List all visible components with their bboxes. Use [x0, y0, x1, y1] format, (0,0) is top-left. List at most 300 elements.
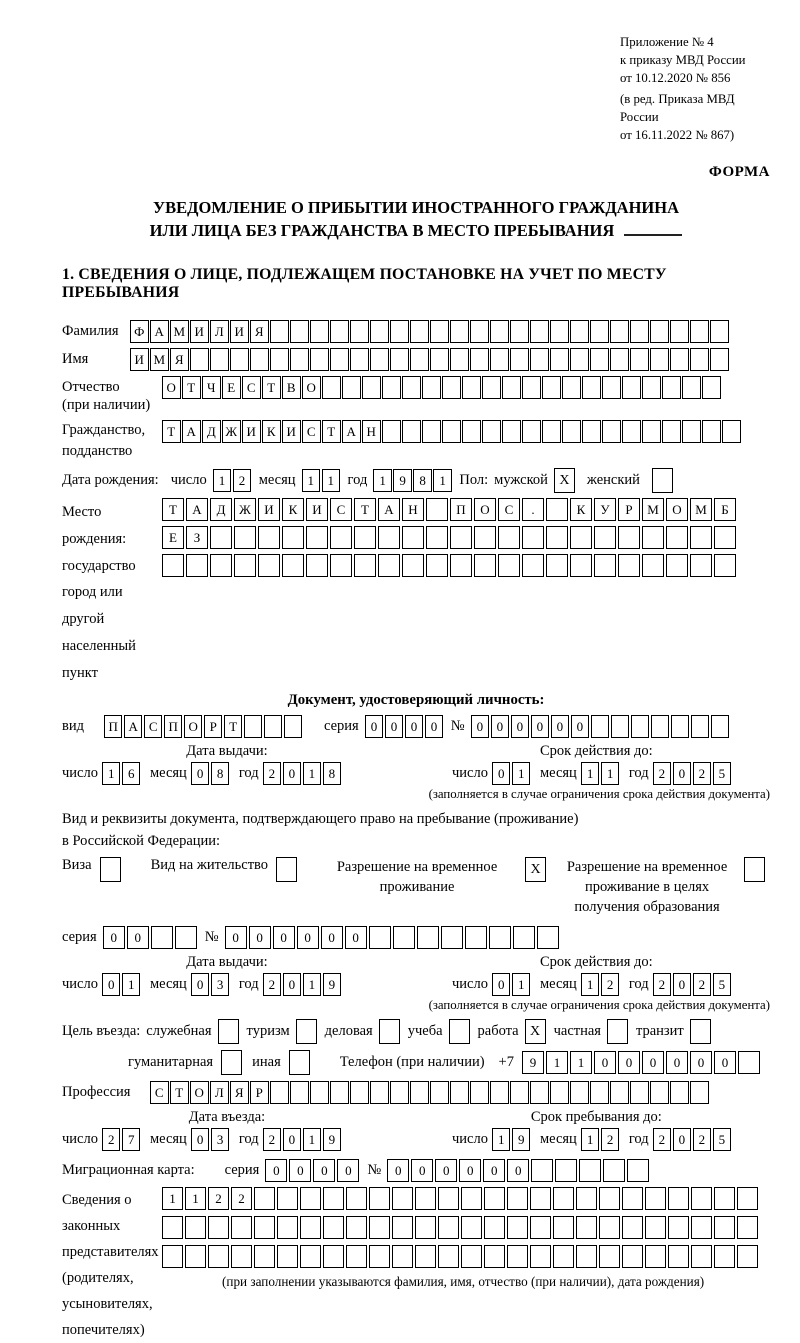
char-box[interactable] — [210, 554, 232, 577]
char-box[interactable] — [450, 320, 469, 343]
char-box[interactable]: А — [342, 420, 361, 443]
char-box[interactable]: 0 — [471, 715, 490, 738]
char-box[interactable]: 0 — [405, 715, 424, 738]
char-box[interactable] — [402, 376, 421, 399]
char-box[interactable] — [306, 526, 328, 549]
char-box[interactable] — [465, 926, 487, 949]
char-box[interactable]: 2 — [653, 1128, 672, 1151]
char-box[interactable]: 0 — [283, 1128, 302, 1151]
char-box[interactable]: 1 — [162, 1187, 183, 1210]
char-box[interactable] — [342, 376, 361, 399]
char-box[interactable] — [474, 554, 496, 577]
char-box[interactable] — [691, 1216, 712, 1239]
char-box[interactable] — [662, 420, 681, 443]
char-box[interactable] — [682, 420, 701, 443]
char-box[interactable]: 2 — [102, 1128, 121, 1151]
char-box[interactable]: 3 — [211, 973, 230, 996]
char-box[interactable] — [185, 1216, 206, 1239]
char-box[interactable]: 1 — [102, 762, 121, 785]
char-box[interactable] — [631, 715, 650, 738]
char-box[interactable] — [668, 1245, 689, 1268]
char-box[interactable] — [610, 348, 629, 371]
char-box[interactable]: 1 — [601, 762, 620, 785]
char-box[interactable]: 2 — [231, 1187, 252, 1210]
char-box[interactable] — [594, 526, 616, 549]
char-box[interactable] — [610, 320, 629, 343]
char-box[interactable] — [510, 1081, 529, 1104]
char-box[interactable] — [461, 1187, 482, 1210]
char-box[interactable] — [582, 376, 601, 399]
char-box[interactable] — [390, 320, 409, 343]
char-box[interactable]: 0 — [411, 1159, 433, 1182]
char-box[interactable]: 0 — [690, 1051, 712, 1074]
char-box[interactable] — [714, 554, 736, 577]
char-box[interactable] — [622, 1216, 643, 1239]
char-box[interactable] — [415, 1216, 436, 1239]
char-box[interactable]: С — [302, 420, 321, 443]
char-box[interactable] — [350, 348, 369, 371]
char-box[interactable]: А — [186, 498, 208, 521]
char-box[interactable]: А — [124, 715, 143, 738]
char-box[interactable] — [670, 348, 689, 371]
char-box[interactable]: С — [144, 715, 163, 738]
char-box[interactable] — [369, 1216, 390, 1239]
char-box[interactable] — [330, 320, 349, 343]
char-box[interactable] — [510, 320, 529, 343]
char-box[interactable]: 2 — [263, 762, 282, 785]
char-box[interactable] — [490, 348, 509, 371]
char-box[interactable]: Е — [162, 526, 184, 549]
char-box[interactable]: 8 — [413, 469, 432, 492]
purpose-official-checkbox[interactable] — [218, 1019, 239, 1044]
char-box[interactable] — [498, 526, 520, 549]
char-box[interactable] — [484, 1187, 505, 1210]
char-box[interactable] — [482, 420, 501, 443]
purpose-tourism-checkbox[interactable] — [296, 1019, 317, 1044]
char-box[interactable] — [642, 376, 661, 399]
char-box[interactable]: 0 — [666, 1051, 688, 1074]
char-box[interactable] — [474, 526, 496, 549]
char-box[interactable] — [522, 526, 544, 549]
char-box[interactable] — [392, 1216, 413, 1239]
char-box[interactable]: 2 — [233, 469, 252, 492]
char-box[interactable]: 1 — [322, 469, 341, 492]
char-box[interactable]: 2 — [653, 973, 672, 996]
char-box[interactable] — [284, 715, 303, 738]
char-box[interactable] — [422, 420, 441, 443]
char-box[interactable] — [611, 715, 630, 738]
char-box[interactable] — [450, 348, 469, 371]
char-box[interactable]: Я — [170, 348, 189, 371]
char-box[interactable] — [277, 1187, 298, 1210]
char-box[interactable]: 0 — [673, 1128, 692, 1151]
char-box[interactable]: 0 — [618, 1051, 640, 1074]
char-box[interactable] — [270, 320, 289, 343]
char-box[interactable] — [290, 320, 309, 343]
char-box[interactable]: 9 — [323, 1128, 342, 1151]
char-box[interactable]: Т — [262, 376, 281, 399]
char-box[interactable]: 9 — [393, 469, 412, 492]
char-box[interactable]: 0 — [511, 715, 530, 738]
char-box[interactable]: И — [258, 498, 280, 521]
char-box[interactable] — [382, 420, 401, 443]
char-box[interactable]: 1 — [303, 762, 322, 785]
char-box[interactable]: 0 — [127, 926, 149, 949]
char-box[interactable] — [570, 348, 589, 371]
char-box[interactable] — [346, 1245, 367, 1268]
char-box[interactable] — [415, 1187, 436, 1210]
char-box[interactable] — [489, 926, 511, 949]
char-box[interactable] — [710, 320, 729, 343]
char-box[interactable]: 0 — [191, 1128, 210, 1151]
char-box[interactable] — [550, 320, 569, 343]
char-box[interactable] — [576, 1245, 597, 1268]
char-box[interactable] — [300, 1245, 321, 1268]
char-box[interactable] — [590, 348, 609, 371]
char-box[interactable] — [402, 526, 424, 549]
char-box[interactable]: 0 — [289, 1159, 311, 1182]
char-box[interactable] — [510, 348, 529, 371]
char-box[interactable]: 0 — [103, 926, 125, 949]
char-box[interactable]: 7 — [122, 1128, 141, 1151]
char-box[interactable]: 0 — [337, 1159, 359, 1182]
char-box[interactable] — [354, 554, 376, 577]
char-box[interactable] — [450, 554, 472, 577]
char-box[interactable]: К — [282, 498, 304, 521]
char-box[interactable]: П — [164, 715, 183, 738]
char-box[interactable]: 2 — [601, 1128, 620, 1151]
char-box[interactable]: Б — [714, 498, 736, 521]
purpose-transit-checkbox[interactable] — [690, 1019, 711, 1044]
char-box[interactable]: 1 — [303, 1128, 322, 1151]
char-box[interactable] — [555, 1159, 577, 1182]
char-box[interactable]: С — [498, 498, 520, 521]
char-box[interactable]: 0 — [345, 926, 367, 949]
char-box[interactable]: О — [184, 715, 203, 738]
char-box[interactable] — [591, 715, 610, 738]
char-box[interactable]: Т — [182, 376, 201, 399]
char-box[interactable] — [410, 320, 429, 343]
char-box[interactable] — [691, 715, 710, 738]
char-box[interactable]: 5 — [713, 1128, 732, 1151]
char-box[interactable] — [599, 1245, 620, 1268]
residence-permit-checkbox[interactable] — [276, 857, 297, 882]
char-box[interactable]: С — [242, 376, 261, 399]
char-box[interactable]: 1 — [581, 762, 600, 785]
char-box[interactable] — [490, 1081, 509, 1104]
char-box[interactable] — [162, 1216, 183, 1239]
char-box[interactable] — [546, 498, 568, 521]
char-box[interactable] — [462, 376, 481, 399]
char-box[interactable] — [666, 554, 688, 577]
char-box[interactable] — [461, 1245, 482, 1268]
char-box[interactable]: 0 — [283, 762, 302, 785]
char-box[interactable] — [537, 926, 559, 949]
char-box[interactable] — [546, 526, 568, 549]
char-box[interactable] — [415, 1245, 436, 1268]
char-box[interactable]: М — [170, 320, 189, 343]
char-box[interactable]: 2 — [263, 973, 282, 996]
char-box[interactable] — [382, 376, 401, 399]
temp-residence-checkbox[interactable]: X — [525, 857, 546, 882]
char-box[interactable] — [650, 348, 669, 371]
char-box[interactable]: Я — [250, 320, 269, 343]
char-box[interactable]: 0 — [102, 973, 121, 996]
char-box[interactable] — [231, 1245, 252, 1268]
char-box[interactable] — [590, 1081, 609, 1104]
char-box[interactable] — [378, 554, 400, 577]
char-box[interactable] — [330, 1081, 349, 1104]
char-box[interactable] — [599, 1187, 620, 1210]
char-box[interactable] — [507, 1216, 528, 1239]
char-box[interactable] — [737, 1245, 758, 1268]
char-box[interactable] — [438, 1216, 459, 1239]
char-box[interactable]: 2 — [601, 973, 620, 996]
char-box[interactable] — [662, 376, 681, 399]
char-box[interactable] — [350, 1081, 369, 1104]
char-box[interactable] — [402, 554, 424, 577]
char-box[interactable] — [550, 1081, 569, 1104]
char-box[interactable] — [484, 1245, 505, 1268]
char-box[interactable] — [645, 1216, 666, 1239]
char-box[interactable]: 0 — [385, 715, 404, 738]
char-box[interactable] — [350, 320, 369, 343]
char-box[interactable] — [310, 320, 329, 343]
char-box[interactable]: 9 — [323, 973, 342, 996]
char-box[interactable]: 1 — [570, 1051, 592, 1074]
char-box[interactable] — [530, 1187, 551, 1210]
char-box[interactable] — [254, 1187, 275, 1210]
char-box[interactable]: О — [162, 376, 181, 399]
char-box[interactable] — [300, 1187, 321, 1210]
char-box[interactable] — [714, 526, 736, 549]
char-box[interactable] — [690, 1081, 709, 1104]
char-box[interactable] — [438, 1245, 459, 1268]
char-box[interactable] — [546, 554, 568, 577]
char-box[interactable]: 8 — [211, 762, 230, 785]
char-box[interactable]: О — [190, 1081, 209, 1104]
char-box[interactable] — [330, 554, 352, 577]
char-box[interactable] — [642, 420, 661, 443]
char-box[interactable] — [714, 1245, 735, 1268]
char-box[interactable]: . — [522, 498, 544, 521]
char-box[interactable] — [250, 348, 269, 371]
char-box[interactable]: И — [190, 320, 209, 343]
char-box[interactable]: К — [262, 420, 281, 443]
char-box[interactable]: 1 — [373, 469, 392, 492]
char-box[interactable]: З — [186, 526, 208, 549]
char-box[interactable]: 1 — [581, 1128, 600, 1151]
char-box[interactable] — [230, 348, 249, 371]
char-box[interactable]: И — [130, 348, 149, 371]
char-box[interactable]: Д — [202, 420, 221, 443]
char-box[interactable]: 0 — [483, 1159, 505, 1182]
char-box[interactable] — [306, 554, 328, 577]
char-box[interactable]: 3 — [211, 1128, 230, 1151]
char-box[interactable]: 1 — [433, 469, 452, 492]
char-box[interactable] — [711, 715, 730, 738]
char-box[interactable] — [370, 348, 389, 371]
char-box[interactable] — [442, 376, 461, 399]
char-box[interactable]: 5 — [713, 973, 732, 996]
char-box[interactable] — [234, 554, 256, 577]
char-box[interactable] — [530, 1245, 551, 1268]
char-box[interactable] — [231, 1216, 252, 1239]
char-box[interactable] — [690, 554, 712, 577]
char-box[interactable]: 0 — [313, 1159, 335, 1182]
char-box[interactable]: 0 — [283, 973, 302, 996]
char-box[interactable]: 2 — [263, 1128, 282, 1151]
char-box[interactable] — [570, 554, 592, 577]
char-box[interactable] — [442, 420, 461, 443]
char-box[interactable] — [642, 554, 664, 577]
char-box[interactable]: 0 — [673, 762, 692, 785]
char-box[interactable]: 9 — [522, 1051, 544, 1074]
char-box[interactable] — [738, 1051, 760, 1074]
char-box[interactable] — [175, 926, 197, 949]
char-box[interactable] — [522, 554, 544, 577]
char-box[interactable] — [390, 1081, 409, 1104]
char-box[interactable] — [430, 348, 449, 371]
char-box[interactable] — [430, 320, 449, 343]
char-box[interactable] — [682, 376, 701, 399]
char-box[interactable]: Ж — [234, 498, 256, 521]
char-box[interactable]: Д — [210, 498, 232, 521]
char-box[interactable]: 8 — [323, 762, 342, 785]
char-box[interactable]: Ж — [222, 420, 241, 443]
char-box[interactable] — [690, 320, 709, 343]
char-box[interactable] — [627, 1159, 649, 1182]
char-box[interactable]: Ф — [130, 320, 149, 343]
sex-male-checkbox[interactable]: X — [554, 468, 575, 493]
char-box[interactable] — [190, 348, 209, 371]
char-box[interactable] — [234, 526, 256, 549]
char-box[interactable] — [507, 1245, 528, 1268]
char-box[interactable] — [346, 1187, 367, 1210]
char-box[interactable]: 1 — [546, 1051, 568, 1074]
char-box[interactable]: 0 — [365, 715, 384, 738]
char-box[interactable] — [542, 376, 561, 399]
char-box[interactable] — [450, 1081, 469, 1104]
char-box[interactable]: И — [306, 498, 328, 521]
char-box[interactable] — [390, 348, 409, 371]
char-box[interactable]: В — [282, 376, 301, 399]
char-box[interactable] — [369, 1245, 390, 1268]
char-box[interactable] — [602, 420, 621, 443]
char-box[interactable] — [702, 420, 721, 443]
char-box[interactable] — [576, 1187, 597, 1210]
char-box[interactable] — [441, 926, 463, 949]
char-box[interactable]: 2 — [693, 973, 712, 996]
char-box[interactable]: Т — [322, 420, 341, 443]
char-box[interactable]: 0 — [191, 973, 210, 996]
char-box[interactable]: 0 — [249, 926, 271, 949]
char-box[interactable]: Н — [402, 498, 424, 521]
char-box[interactable] — [603, 1159, 625, 1182]
char-box[interactable] — [542, 420, 561, 443]
char-box[interactable] — [576, 1216, 597, 1239]
char-box[interactable] — [470, 320, 489, 343]
char-box[interactable] — [622, 1187, 643, 1210]
char-box[interactable]: 0 — [571, 715, 590, 738]
char-box[interactable] — [691, 1245, 712, 1268]
char-box[interactable]: 1 — [512, 973, 531, 996]
char-box[interactable] — [502, 376, 521, 399]
char-box[interactable]: 1 — [122, 973, 141, 996]
char-box[interactable]: 0 — [492, 973, 511, 996]
char-box[interactable]: Т — [224, 715, 243, 738]
char-box[interactable] — [417, 926, 439, 949]
char-box[interactable] — [531, 1159, 553, 1182]
char-box[interactable]: 0 — [225, 926, 247, 949]
char-box[interactable] — [618, 554, 640, 577]
char-box[interactable] — [490, 320, 509, 343]
char-box[interactable] — [570, 526, 592, 549]
char-box[interactable] — [714, 1216, 735, 1239]
char-box[interactable] — [618, 526, 640, 549]
char-box[interactable] — [277, 1216, 298, 1239]
char-box[interactable]: Ч — [202, 376, 221, 399]
char-box[interactable] — [426, 526, 448, 549]
purpose-business-checkbox[interactable] — [379, 1019, 400, 1044]
char-box[interactable] — [290, 1081, 309, 1104]
char-box[interactable]: 6 — [122, 762, 141, 785]
visa-checkbox[interactable] — [100, 857, 121, 882]
char-box[interactable]: О — [302, 376, 321, 399]
purpose-private-checkbox[interactable] — [607, 1019, 628, 1044]
char-box[interactable] — [570, 320, 589, 343]
char-box[interactable] — [622, 1245, 643, 1268]
char-box[interactable] — [498, 554, 520, 577]
purpose-humanitarian-checkbox[interactable] — [221, 1050, 242, 1075]
char-box[interactable] — [330, 348, 349, 371]
char-box[interactable] — [392, 1245, 413, 1268]
char-box[interactable]: 0 — [191, 762, 210, 785]
char-box[interactable] — [507, 1187, 528, 1210]
char-box[interactable] — [622, 420, 641, 443]
char-box[interactable] — [422, 376, 441, 399]
temp-residence-edu-checkbox[interactable] — [744, 857, 765, 882]
char-box[interactable]: 0 — [594, 1051, 616, 1074]
char-box[interactable]: 0 — [435, 1159, 457, 1182]
char-box[interactable] — [208, 1216, 229, 1239]
char-box[interactable] — [277, 1245, 298, 1268]
char-box[interactable] — [562, 376, 581, 399]
char-box[interactable] — [530, 1216, 551, 1239]
char-box[interactable]: П — [450, 498, 472, 521]
char-box[interactable] — [310, 348, 329, 371]
char-box[interactable] — [630, 1081, 649, 1104]
char-box[interactable] — [714, 1187, 735, 1210]
char-box[interactable]: Р — [618, 498, 640, 521]
char-box[interactable]: А — [182, 420, 201, 443]
char-box[interactable] — [610, 1081, 629, 1104]
char-box[interactable] — [553, 1187, 574, 1210]
char-box[interactable] — [330, 526, 352, 549]
char-box[interactable] — [426, 498, 448, 521]
char-box[interactable] — [530, 1081, 549, 1104]
char-box[interactable] — [622, 376, 641, 399]
char-box[interactable]: 1 — [492, 1128, 511, 1151]
char-box[interactable]: Л — [210, 1081, 229, 1104]
char-box[interactable] — [426, 554, 448, 577]
char-box[interactable] — [322, 376, 341, 399]
char-box[interactable] — [691, 1187, 712, 1210]
char-box[interactable]: 1 — [512, 762, 531, 785]
char-box[interactable]: 1 — [303, 973, 322, 996]
char-box[interactable] — [484, 1216, 505, 1239]
char-box[interactable] — [270, 348, 289, 371]
